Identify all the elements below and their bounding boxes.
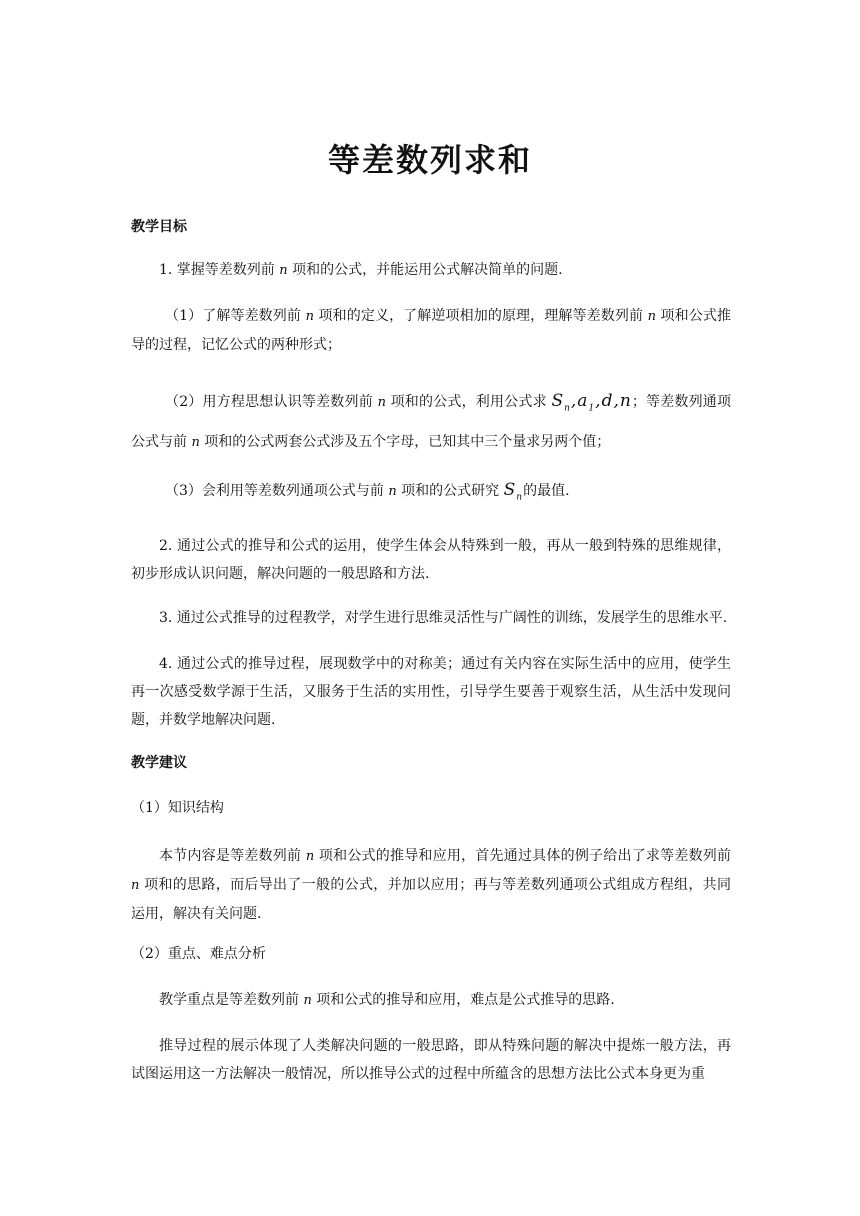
math-a: ,a	[570, 391, 589, 411]
goal-1-1	[131, 302, 731, 359]
suggestion-1-mid: 项和公式的推导和应用，首先通过具体的例子给出了求等差数列前	[314, 848, 732, 864]
math-n: n	[191, 435, 200, 451]
math-formula	[551, 391, 632, 414]
math-n: n	[305, 309, 314, 324]
math-n: n	[131, 878, 140, 893]
goal-1-1-pre: （1）了解等差数列前	[165, 308, 306, 324]
suggestion-2-heading: （2）重点、难点分析	[131, 946, 266, 962]
goal-1-3-pre: （3）会利用等差数列通项公式与前	[165, 483, 389, 499]
math-n: n	[388, 484, 397, 499]
math-s: S	[551, 391, 565, 411]
goal-1-1-post: 项和公式推导的过程，记忆公式的两种形式；	[131, 308, 732, 353]
goal-2: 2. 通过公式的推导和公式的运用，使学生体会从特殊到一般，再从一般到特殊的思维规律，初步形成认识问题，解决问题的一般思路和方法.	[131, 538, 731, 582]
goal-1-2-post: 项和的公式两套公式涉及五个字母，已知其中三个量求另两个值；	[199, 434, 611, 451]
math-n: n	[647, 309, 656, 324]
goal-1-3-mid: 项和的公式研究	[396, 483, 504, 499]
suggestion-1-heading: （1）知识结构	[131, 800, 224, 816]
math-n: n	[377, 395, 386, 410]
goal-1-2-mid2: ；等差数列通项公式与前	[131, 394, 732, 451]
page-title: 等差数列求和	[327, 141, 532, 179]
math-sub-n: n	[564, 403, 571, 414]
goal-1-2-pre: （2）用方程思想认识等差数列前	[165, 394, 378, 410]
math-s: S	[503, 480, 517, 500]
suggestion-3-body: 推导过程的展示体现了人类解决问题的一般思路，即从特殊问题的解决中提炼一般方法，再试图运用这一方法解决一般情况，所以推导公式的过程中所蕴含的思想方法比公式本身更为重	[131, 1038, 731, 1082]
goal-1-2-mid: 项和的公式，利用公式求	[385, 394, 552, 410]
goal-1-post: 项和的公式，并能运用公式解决简单的问题.	[287, 262, 563, 278]
math-n: n	[303, 993, 312, 1008]
math-sub-n: n	[516, 492, 524, 503]
goal-1-3-post: 的最值.	[523, 483, 570, 499]
math-sub-1: 1	[588, 403, 596, 414]
math-n: n	[305, 849, 315, 864]
suggestion-2-body	[131, 986, 731, 1015]
math-sn	[503, 480, 524, 503]
goal-1-3	[131, 476, 731, 511]
section-heading-suggestions: 教学建议	[131, 755, 187, 771]
goal-1-2	[131, 384, 731, 460]
section-heading-goals: 教学目标	[131, 219, 187, 235]
goal-4: 4. 通过公式的推导过程，展现数学中的对称美；通过有关内容在实际生活中的应用，使学生再一次感受数学源于生活，又服务于生活的实用性，引导学生要善于观察生活，从生活中发现问题，并数学地解决问题.	[131, 656, 731, 728]
suggestion-2-post: 项和公式的推导和应用，难点是公式推导的思路.	[311, 992, 615, 1008]
suggestion-1-body	[131, 842, 731, 928]
suggestion-1-pre: 本节内容是等差数列前	[159, 848, 306, 864]
goal-3: 3. 通过公式推导的过程教学，对学生进行思维灵活性与广阔性的训练，发展学生的思维水平.	[159, 610, 728, 626]
math-d-n: ,d,n	[595, 391, 632, 411]
math-n: n	[279, 263, 288, 278]
goal-1	[131, 256, 731, 285]
goal-1-1-mid: 项和的定义，了解逆项相加的原理，理解等差数列前	[313, 308, 648, 324]
goal-1-pre: 1. 掌握等差数列前	[159, 262, 280, 278]
suggestion-1-post: 项和的思路，而后导出了一般的公式，并加以应用；再与等差数列通项公式组成方程组，共同运用，解决有关问题.	[131, 877, 731, 922]
suggestion-2-pre: 教学重点是等差数列前	[159, 992, 304, 1008]
